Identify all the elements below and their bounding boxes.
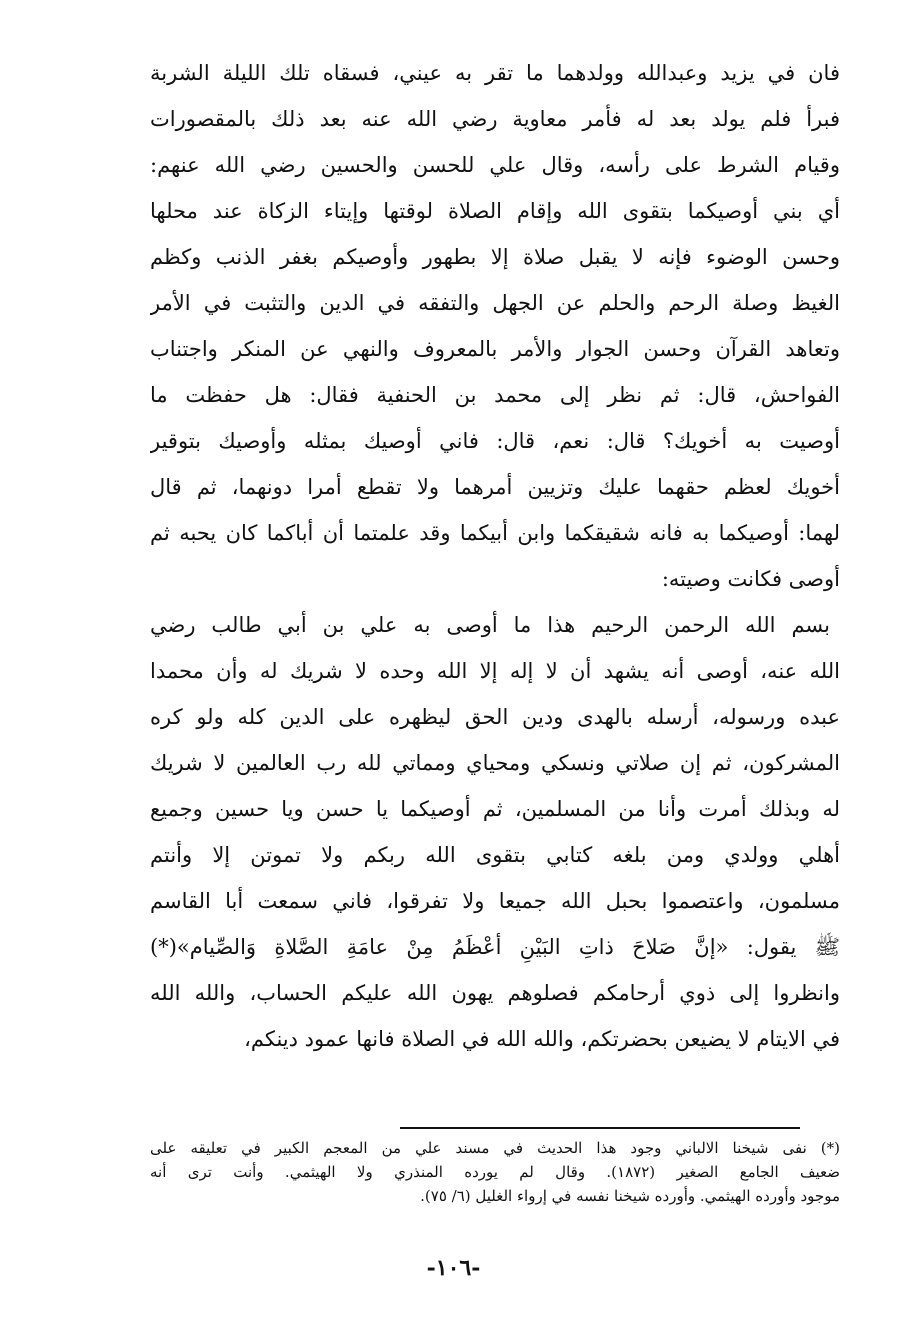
text-line: أي بني أوصيكما بتقوى الله وإقام الصلاة لوقتها وإيتاء الزكاة عند محلها: [150, 199, 840, 223]
text-line: الغيظ وصلة الرحم والحلم عن الجهل والتفقه في الدين والتثبت في الأمر: [150, 291, 840, 315]
text-line: فان في يزيد وعبدالله وولدهما ما تقر به عيني، فسقاه تلك الليلة الشربة: [150, 61, 840, 85]
text-line: أخويك لعظم حقهما عليك وتزيين أمرهما ولا تقطع أمرا دونهما، ثم قال: [150, 475, 840, 499]
footnote-line: ضعيف الجامع الصغير (١٨٧٢). وقال لم يورده المنذري ولا الهيثمي. وأنت ترى أنه: [150, 1163, 840, 1181]
text-line: وتعاهد القرآن وحسن الجوار والأمر بالمعروف والنهي عن المنكر واجتناب: [150, 337, 840, 361]
footnote-block: [150, 1136, 840, 1208]
hadith-line: ﷺ يقول: «إنَّ صَلاحَ ذاتِ البَيْنِ أعْظَمُ مِنْ عامَةِ الصَّلاةِ وَالصِّيام»(*): [150, 935, 840, 959]
text-line: وقيام الشرط على رأسه، وقال علي للحسن والحسين رضي الله عنهم:: [150, 153, 840, 177]
text-line: في الايتام لا يضيعن بحضرتكم، والله الله في الصلاة فانها عمود دينكم،: [244, 1027, 840, 1051]
text-line: له وبذلك أمرت وأنا من المسلمين، ثم أوصيكما يا حسن ويا حسين وجميع: [150, 797, 840, 821]
text-line: الفواحش، قال: ثم نظر إلى محمد بن الحنفية فقال: هل حفظت ما: [150, 383, 840, 407]
text-line: بسم الله الرحمن الرحيم هذا ما أوصى به علي بن أبي طالب رضي: [150, 613, 830, 637]
page-number: -١٠٦-: [426, 1255, 481, 1281]
text-line: مسلمون، واعتصموا بحبل الله جميعا ولا تفرقوا، فاني سمعت أبا القاسم: [150, 889, 840, 913]
footnote-line: موجود وأورده الهيثمي. وأورده شيخنا نفسه في إرواء الغليل (٦/ ٧٥).: [420, 1187, 840, 1205]
text-line: وحسن الوضوء فإنه لا يقبل صلاة إلا بطهور وأوصيكم بغفر الذنب وكظم: [150, 245, 840, 269]
main-text-body: [150, 50, 840, 1062]
text-line: عبده ورسوله، أرسله بالهدى ودين الحق ليظهره على الدين كله ولو كره: [150, 705, 840, 729]
text-line: الله عنه، أوصى أنه يشهد أن لا إله إلا الله وحده لا شريك له وأن محمدا: [150, 659, 840, 683]
text-line: وانظروا إلى ذوي أرحامكم فصلوهم يهون الله عليكم الحساب، والله الله: [150, 981, 840, 1005]
footnote-line: (*) نفى شيخنا الالباني وجود هذا الحديث في مسند علي من المعجم الكبير في تعليقه على: [150, 1139, 840, 1157]
text-line: لهما: أوصيكما به فانه شقيقكما وابن أبيكما وقد علمتما أن أباكما كان يحبه ثم: [150, 521, 840, 545]
text-line: فبرأ فلم يولد بعد له فأمر معاوية رضي الله عنه بعد ذلك بالمقصورات: [150, 107, 840, 131]
text-line: أوصى فكانت وصيته:: [661, 567, 840, 591]
text-line: المشركون، ثم إن صلاتي ونسكي ومحياي ومماتي لله رب العالمين لا شريك: [150, 751, 840, 775]
text-line: أوصيت به أخويك؟ قال: نعم، قال: فاني أوصيك بمثله وأوصيك بتوقير: [150, 429, 840, 453]
text-line: أهلي وولدي ومن بلغه كتابي بتقوى الله ربكم ولا تموتن إلا وأنتم: [150, 843, 840, 867]
footnote-divider: [400, 1127, 800, 1129]
